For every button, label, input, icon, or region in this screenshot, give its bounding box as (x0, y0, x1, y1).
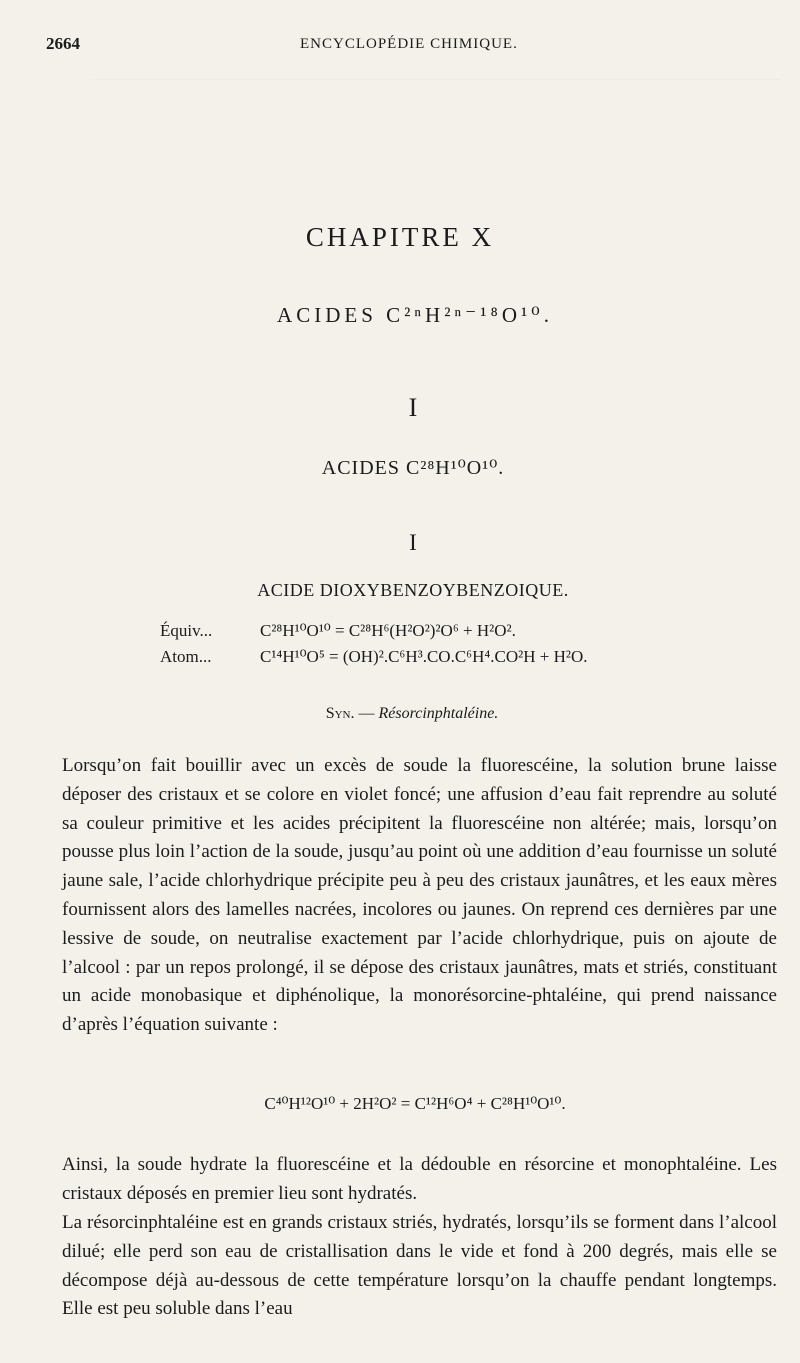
equiv-label: Équiv... (160, 621, 213, 640)
section-numeral: I (408, 393, 418, 422)
chapter-title: CHAPITRE X (305, 222, 495, 252)
body-paragraph-3: La résorcinphtaléine est en grands cristaux striés, hydratés, lorsqu’ils se forment dans l’alcool dilué; elle perd son eau de cristallisation dans le vide et fond à 200 degrés, mais elle se décompose déjà au-dessous de cette température lorsqu’on la chauffe pendant longtemps. Elle est peu soluble dans l’eau (62, 1212, 777, 1320)
show-through-texture (90, 60, 780, 80)
synonym-dash: — (354, 705, 379, 722)
running-title: ENCYCLOPÉDIE CHIMIQUE. (300, 36, 518, 52)
body-paragraph-1: Lorsqu’on fait bouillir avec un excès de soude la fluorescéine, la solution brune laisse déposer des cristaux et se colore en violet foncé; une affusion d’eau fait reprendre au soluté sa couleur primitive et les acides précipitent la fluorescéine non altérée; mais, lorsqu’on pousse plus loin l’action de la soude, jusqu’au point où une addition d’eau fournisse un soluté jaune sale, l’acide chlorhydrique précipite peu à peu des cristaux jaunâtres, et les eaux mères fournissent alors des lamelles nacrées, incolores ou jaunes. On reprend ces dernières par une lessive de soude, on neutralise exactement par l’acide chlorhydrique, puis on ajoute de l’alcool : par un repos prolongé, il se dépose des cristaux jaunâtres, mats et striés, constituant un acide monobasique et diphénolique, la monorésorcine-phtaléine, qui prend naissance d’après l’équation suivante : (62, 755, 777, 1036)
reaction-equation: C⁴⁰H¹²O¹⁰ + 2H²O² = C¹²H⁶O⁴ + C²⁸H¹⁰O¹⁰. (264, 1094, 566, 1113)
page-number: 2664 (46, 34, 80, 53)
atom-formula: C¹⁴H¹⁰O⁵ = (OH)².C⁶H³.CO.C⁶H⁴.CO²H + H²O. (260, 647, 588, 666)
compound-name: ACIDE DIOXYBENZOYBENZOIQUE. (257, 580, 569, 600)
atomic-formula-line (160, 647, 588, 667)
synonym-value: Résorcinphtaléine. (378, 705, 499, 722)
body-paragraph-2: Ainsi, la soude hydrate la fluorescéine et la dédouble en résorcine et monophtaléine. Les cristaux déposés en premier lieu sont hydratés. (62, 1154, 777, 1204)
synonym-line (0, 705, 800, 723)
synonym-label: Syn. (325, 705, 355, 722)
equiv-formula: C²⁸H¹⁰O¹⁰ = C²⁸H⁶(H²O²)²O⁶ + H²O². (260, 621, 516, 640)
atom-label: Atom... (160, 647, 212, 666)
chapter-heading: ACIDES C²ⁿH²ⁿ⁻¹⁸O¹⁰. (277, 303, 553, 327)
section-heading: ACIDES C²⁸H¹⁰O¹⁰. (321, 457, 505, 479)
equivalent-formula-line (160, 621, 516, 641)
subsection-numeral: I (409, 530, 417, 555)
